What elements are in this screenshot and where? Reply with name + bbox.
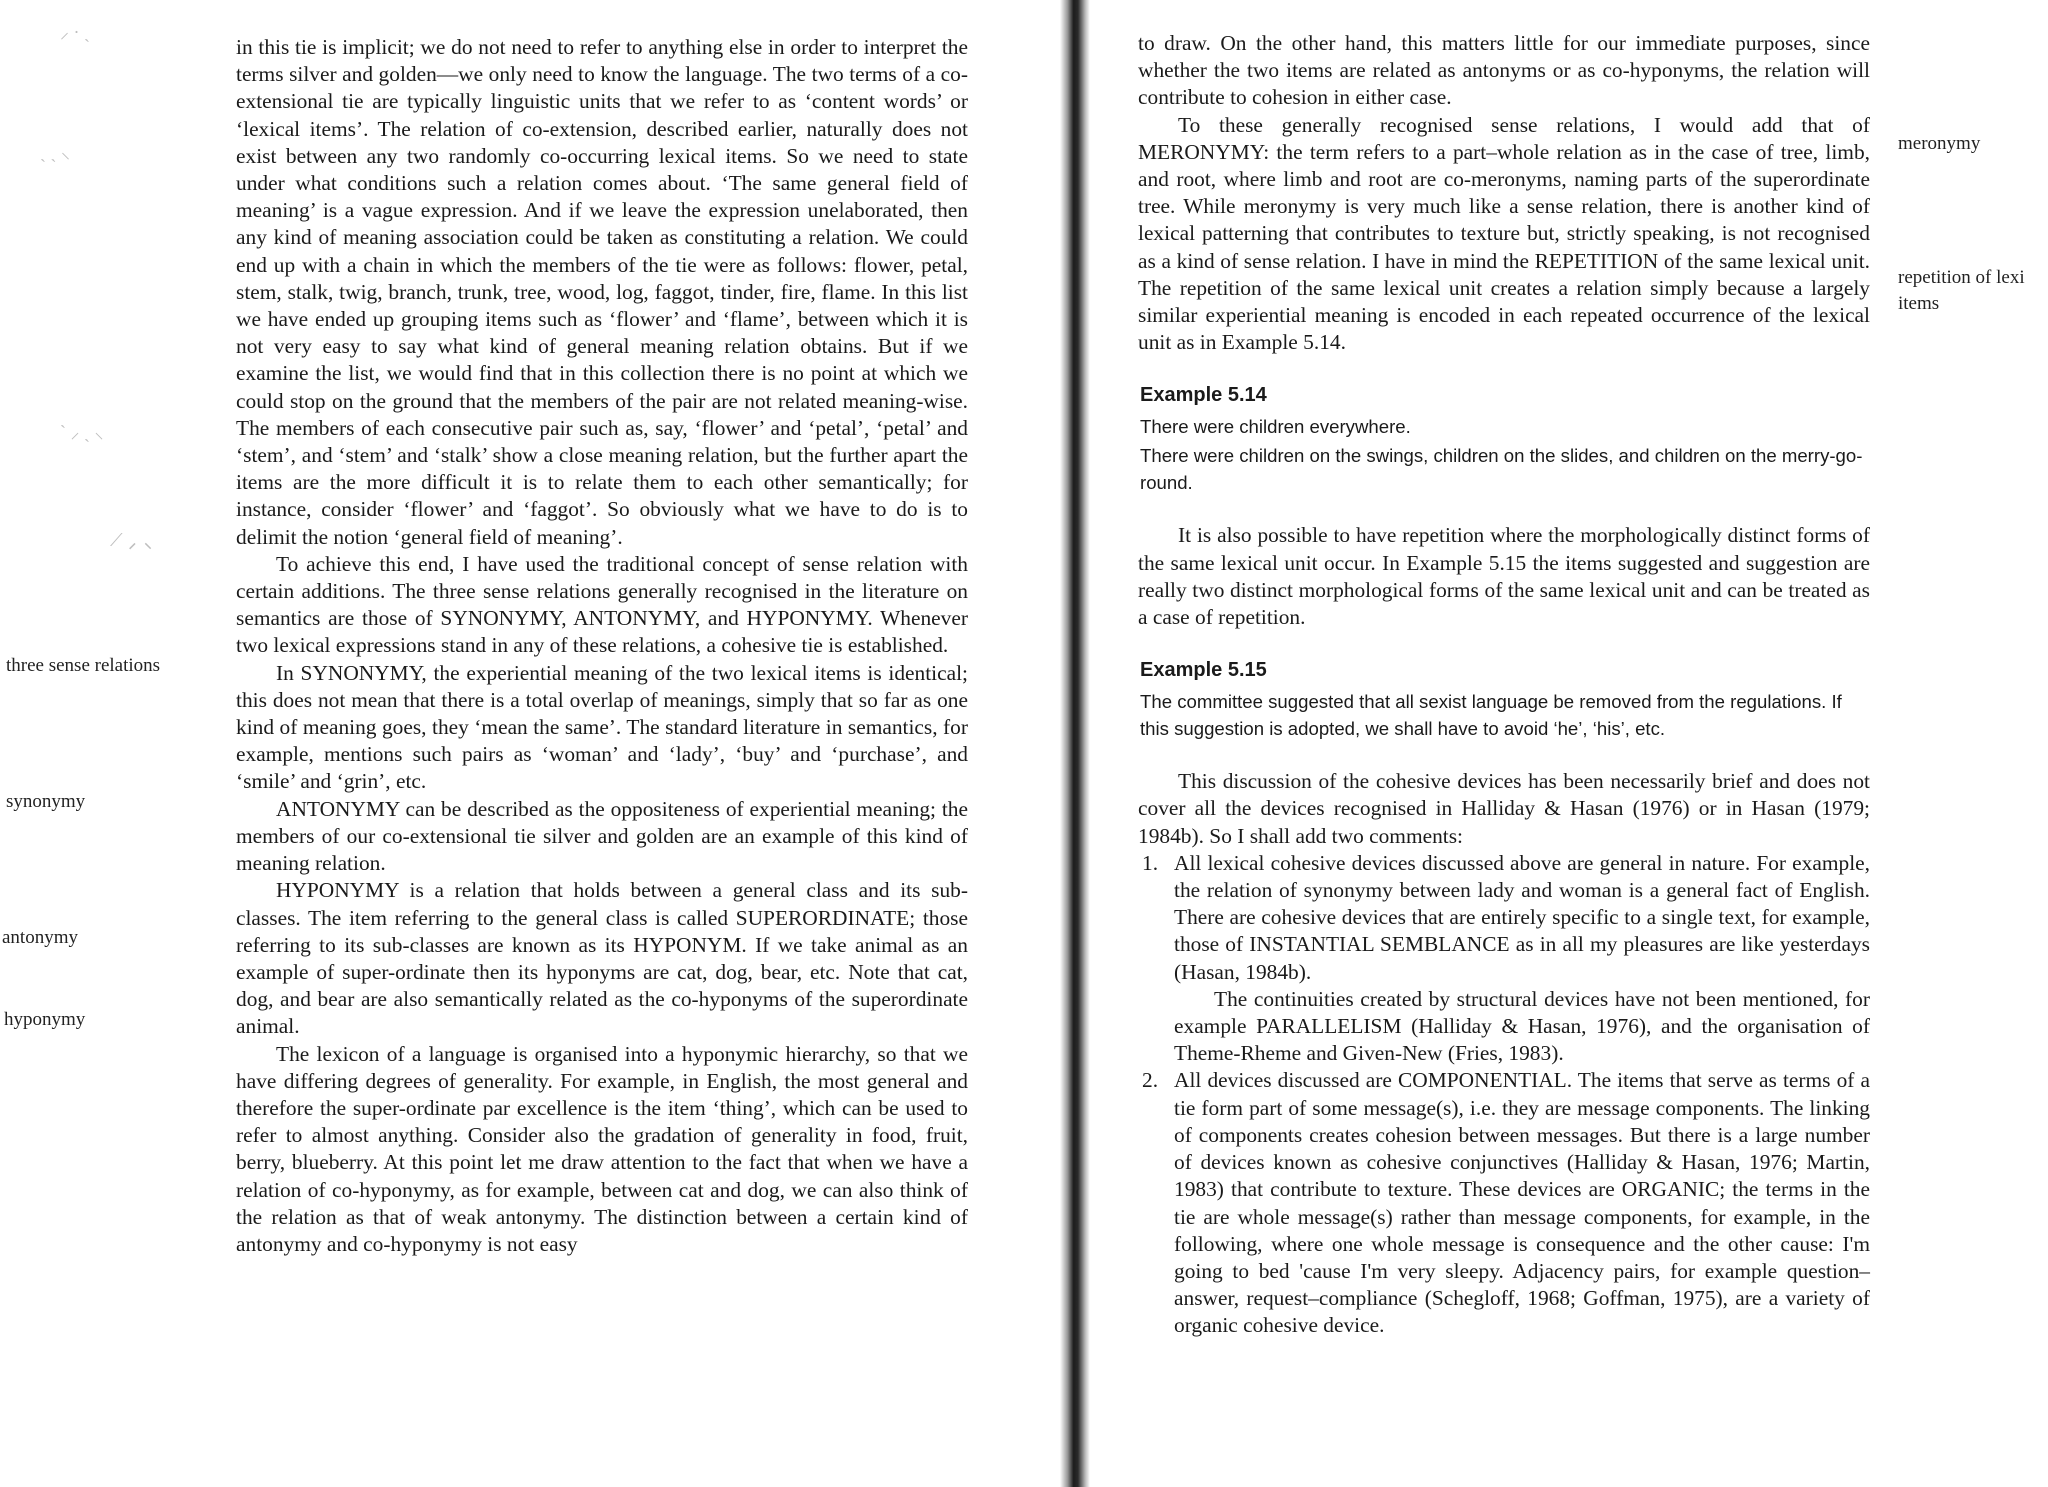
list-item xyxy=(1138,850,1870,1068)
paragraph: To these generally recognised sense relations, I would add that of MERONYMY: the term refers to a part–whole relation as in the case of tree, limb, and root, where limb and root are co-meronyms, naming parts of the superordinate tree. While meronymy is very much like a sense relation, there is another kind of lexical patterning that contributes to texture but, strictly speaking, is not recognised as a kind of sense relation. I have in mind the REPETITION of the same lexical unit. The repetition of the same lexical unit creates a relation simply because a largely similar experiential meaning is encoded in each repeated occurrence of the lexical unit as in Example 5.14. xyxy=(1138,112,1870,355)
left-page xyxy=(236,34,968,1258)
list-number: 1. xyxy=(1142,850,1159,875)
example-line: There were children everywhere. xyxy=(1140,416,1411,438)
example-block xyxy=(1138,413,1870,496)
margin-note-synonymy: synonymy xyxy=(6,791,86,812)
paragraph: The lexicon of a language is organised into a hyponymic hierarchy, so that we have differing degrees of generality. For example, in English, the most general and therefore the super-ordinate par excellence is the item ‘thing’, which can be used to refer to almost anything. Consider also the gradation of generality in food, fruit, berry, blueberry. At this point let me draw attention to the fact that when we have a relation of co-hyponymy, as for example, between cat and dog, we can also think of the relation as that of weak antonymy. The distinction between a certain kind of antonymy and co-hyponymy is not easy xyxy=(236,1041,968,1256)
list-item-text: All devices discussed are COMPONENTIAL. The items that serve as terms of a tie form part of some message(s), i.e. they are message components. The linking of components creates cohesion between messages. But there is a large number of devices known as cohesive conjunctives (Halliday & Hasan, 1976; Martin, 1983) that contribute to texture. These devices are ORGANIC; the terms in the tie are whole message(s) rather than message components, for example, in the following, where one whole message is consequence and the other cause: I'm going to bed 'cause I'm very sleepy. Adjacency pairs, for example question–answer, request–compliance (Schegloff, 1968; Goffman, 1975), are a variety of organic cohesive device. xyxy=(1174,1068,1870,1338)
pencil-scribble-decoration: ˋ ⸝ ˏ ⸜ xyxy=(60,422,104,442)
list-item xyxy=(1138,1067,1870,1339)
numbered-list xyxy=(1138,850,1870,1340)
book-gutter-shadow xyxy=(1060,0,1090,1487)
example-heading: Example 5.14 xyxy=(1140,384,1267,407)
paragraph: ANTONYMY can be described as the oppositeness of experiential meaning; the members of our co-extensional tie silver and golden are an example of this kind of meaning relation. xyxy=(236,796,968,876)
right-page xyxy=(1138,30,1870,1340)
margin-note-meronymy: meronymy xyxy=(1898,133,1981,154)
paragraph: This discussion of the cohesive devices has been necessarily brief and does not cover all the devices recognised in Halliday & Hasan (1976) or in Hasan (1979; 1984b). So I shall add two comments: xyxy=(1138,769,1870,848)
list-item-text: All lexical cohesive devices discussed above are general in nature. For example, the relation of synonymy between lady and woman is a general fact of English. There are cohesive devices that are entirely specific to a single text, for example, those of INSTANTIAL SEMBLANCE as in all my pleasures are like yesterdays (Hasan, 1984b). xyxy=(1174,850,1870,984)
pencil-scribble-decoration: ⸝ · ˎ xyxy=(60,22,90,42)
list-item-text: The continuities created by structural devices have not been mentioned, for example PARALLELISM (Halliday & Hasan, 1976), and the organisation of Theme-Rheme and Given-New (Fries, 1983). xyxy=(1174,986,1870,1066)
margin-note-items: items xyxy=(1898,293,1940,314)
pencil-scribble-decoration: ⟋ ⸝ ⸜ xyxy=(110,530,154,550)
example-block xyxy=(1138,688,1870,742)
paragraph: To achieve this end, I have used the traditional concept of sense relation with certain additions. The three sense relations generally recognised in the literature on semantics are those of SYNONYMY, ANTONYMY, and HYPONYMY. Whenever two lexical expressions stand in any of these relations, a cohesive tie is established. xyxy=(236,551,968,658)
paragraph: In SYNONYMY, the experiential meaning of the two lexical items is identical; this does not mean that there is a total overlap of meanings, simply that so far as one kind of meaning goes, they ‘mean the same’. The standard literature in semantics, for example, mentions such pairs as ‘woman’ and ‘lady’, ‘buy’ and ‘purchase’, and ‘smile’ and ‘grin’, etc. xyxy=(236,660,968,794)
example-heading: Example 5.15 xyxy=(1140,659,1267,682)
margin-note-three-sense-relations: three sense relations xyxy=(6,655,161,676)
example-line: There were children on the swings, children on the slides, and children on the merry-go-round. xyxy=(1140,445,1863,494)
example-line: The committee suggested that all sexist language be removed from the regulations. If this suggestion is adopted, we shall have to avoid ‘he’, ‘his’, etc. xyxy=(1140,691,1842,740)
list-number: 2. xyxy=(1142,1068,1159,1093)
margin-note-repetition-of-lexical: repetition of lexi xyxy=(1898,267,2025,288)
paragraph: HYPONYMY is a relation that holds between a general class and its sub-classes. The item referring to the general class is called SUPERORDINATE; those referring to its sub-classes are known as its HYPONYM. If we take animal as an example of super-ordinate then its hyponyms are cat, dog, bear, etc. Note that cat, dog, and bear are also semantically related as the co-hyponyms of the superordinate animal. xyxy=(236,878,968,1039)
margin-note-hyponymy: hyponymy xyxy=(4,1009,86,1030)
paragraph: to draw. On the other hand, this matters little for our immediate purposes, since whether the two items are related as antonyms or as co-hyponyms, the relation will contribute to cohesion in either case. xyxy=(1138,31,1870,110)
margin-note-antonymy: antonymy xyxy=(2,927,78,948)
pencil-scribble-decoration: ˎ ˏ ⸜ xyxy=(40,142,70,162)
paragraph: It is also possible to have repetition where the morphologically distinct forms of the same lexical unit occur. In Example 5.15 the items suggested and suggestion are really two distinct morphological forms of the same lexical unit and can be treated as a case of repetition. xyxy=(1138,523,1870,630)
paragraph: in this tie is implicit; we do not need to refer to anything else in order to interpret the terms silver and golden—we only need to know the language. The two terms of a co-extensional tie are typically linguistic units that we refer to as ‘content words’ or ‘lexical items’. The relation of co-extension, described earlier, naturally does not exist between any two randomly co-occurring lexical items. So we need to state under what conditions such a relation comes about. ‘The same general field of meaning’ is a vague expression. And if we leave the expression unelaborated, then any kind of meaning association could be taken as constituting a relation. We could end up with a chain in which the members of the tie were as follows: flower, petal, stem, stalk, twig, branch, trunk, tree, wood, log, faggot, tinder, fire, flame. In this list we have ended up grouping items such as ‘flower’ and ‘flame’, between which it is not very easy to say what kind of general meaning relation obtains. But if we examine the list, we would find that in this collection there is no point at which we could stop on the ground that the members of the pair are not related meaning-wise. The members of each consecutive pair such as, say, ‘flower’ and ‘petal’, ‘petal’ and ‘stem’, and ‘stem’ and ‘stalk’ show a close meaning relation, but the further apart the items are the more difficult it is to relate them to each other semantically; for instance, consider ‘flower’ and ‘faggot’. So obviously what we have to do is to delimit the notion ‘general field of meaning’. xyxy=(236,35,968,549)
